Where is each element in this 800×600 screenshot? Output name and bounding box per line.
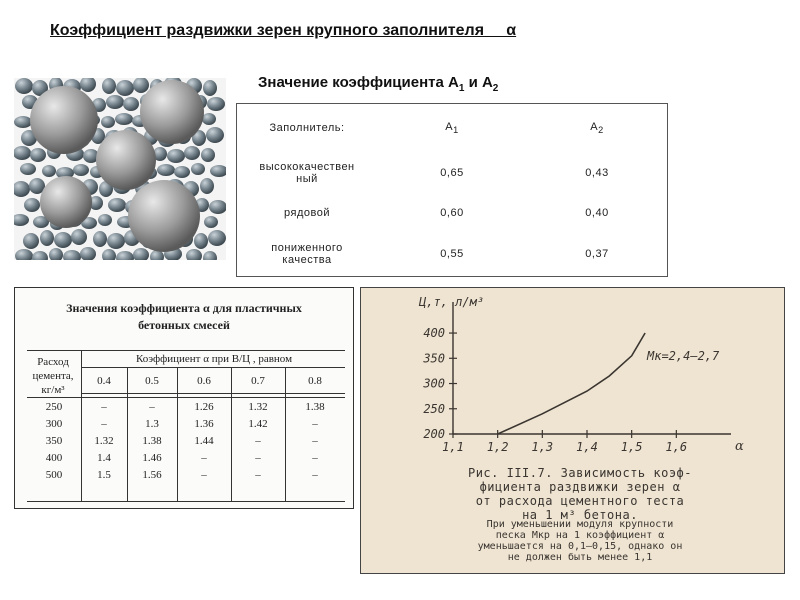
column-header: $А_2$ [590,120,604,136]
alpha-value: – [312,435,318,447]
alpha-value: – [312,418,318,430]
alpha-value: – [255,435,261,447]
alpha-value: 1.56 [142,469,162,481]
cell-a1: 0,65 [440,167,464,179]
coefficient-table-title: Значение коэффициента $А_1$ и $А_2$ [258,74,499,94]
x-tick-label: 1,6 [665,440,688,454]
cell-a2: 0,43 [585,167,609,179]
wc-header: 0.4 [97,375,111,387]
alpha-value: 1.38 [305,401,325,413]
y-axis-label: Ц,т, л/м³ [419,295,485,309]
alpha-value: 1.5 [97,469,111,481]
x-tick-label: 1,1 [442,440,464,454]
wc-header: 0.7 [251,375,265,387]
alpha-value: – [255,452,261,464]
figure-caption: Рис. III.7. Зависимость коэф- фициента раздвижки зерен α от расхода цементного теста на 1 м³ бетона. [467,466,692,522]
wc-header: 0.6 [197,375,211,387]
alpha-value: 1.32 [248,401,268,413]
cement-header: Расход цемента, кг/м³ [32,356,74,396]
figure-note: При уменьшении модуля крупности песка Мкр на 1 коэффициент α уменьшается на 0,1—0,15, однако он не должен быть менее 1,1 [477,519,683,563]
row-label: пониженного качества [271,242,343,266]
table-row [237,232,667,276]
y-tick-label: 250 [423,401,445,416]
table-header-row [237,104,667,152]
x-tick-label: 1,5 [620,440,643,454]
cell-a1: 0,60 [440,207,464,219]
alpha-value: – [101,401,107,413]
coefficient-table [236,103,668,277]
cement-value: 350 [45,435,63,447]
cement-value: 300 [45,418,63,430]
cement-value: 250 [45,401,63,413]
cement-value: 500 [45,469,63,481]
column-header: Заполнитель: [269,122,345,134]
row-label: рядовой [284,207,330,219]
alpha-value: 1.32 [94,435,114,447]
y-tick-label: 400 [423,326,445,341]
x-tick-label: 1,3 [531,440,554,454]
wc-header: 0.5 [145,375,159,387]
alpha-value: 1.36 [194,418,214,430]
alpha-coefficient-table [14,287,354,509]
alpha-value: – [201,469,207,481]
x-tick-label: 1,4 [576,440,598,454]
alpha-value: 1.38 [142,435,162,447]
table-row [237,194,667,232]
alpha-value: – [312,452,318,464]
alpha-value: 1.26 [194,401,214,413]
y-tick-label: 350 [423,351,445,366]
alpha-table-title: Значения коэффициента α для пластичных бетонных смесей [66,301,302,332]
series-line [498,333,645,434]
column-header: $А_1$ [445,120,459,136]
table-row [237,152,667,194]
alpha-value: – [101,418,107,430]
row-label: высококачествен ный [259,161,355,185]
group-header: Коэффициент α при В/Ц , равном [135,353,293,365]
alpha-value: 1.44 [194,435,214,447]
alpha-value: – [255,469,261,481]
alpha-value: – [201,452,207,464]
alpha-value: 1.42 [248,418,268,430]
alpha-value: 1.3 [145,418,159,430]
cell-a2: 0,37 [585,248,609,260]
y-tick-label: 200 [423,427,445,441]
alpha-value: 1.46 [142,452,162,464]
alpha-value: 1.4 [97,452,111,464]
y-tick-label: 300 [423,376,445,391]
x-tick-label: 1,2 [486,440,509,454]
wc-header: 0.8 [308,375,322,387]
curve-annotation: Мк=2,4–2,7 [647,349,720,363]
page-title: Коэффициент раздвижки зерен крупного заполнителя α [50,22,517,39]
aggregate-illustration [14,78,226,260]
cell-a2: 0,40 [585,207,609,219]
alpha-value: – [312,469,318,481]
alpha-table-grid [27,350,345,502]
x-axis-label: α [735,439,744,454]
alpha-value: – [149,401,155,413]
scanned-figure [360,287,785,574]
cell-a1: 0,55 [440,248,464,260]
cement-value: 400 [45,452,63,464]
